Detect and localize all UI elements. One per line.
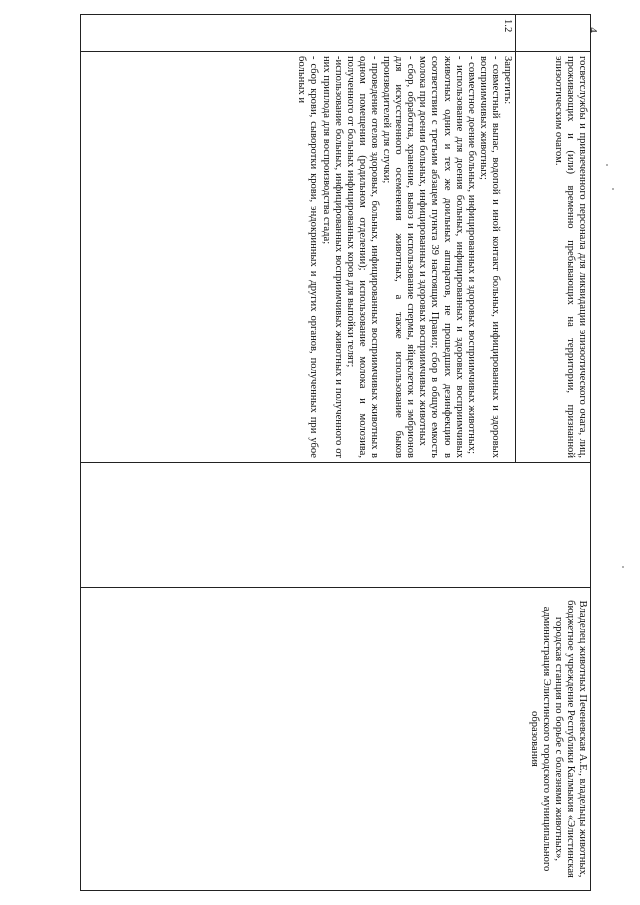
responsible-text: Владелец животных Печеневская А.Е., владельцы животных, бюджетное учреждение Республики Калмыкия «Элистинская городская станция по борьбе с болезнями животных», администрация Элистинского городского муниципального образования [528, 600, 588, 878]
ban-item: - сбор, обработка, хранение, вывоз и использование спермы, яйцеклеток и эмбрионов для искусственного осеменения животных, а также использование быков производителей для случки; [381, 56, 417, 458]
cell-term-empty [81, 463, 591, 588]
document-frame [80, 14, 591, 891]
rotated-page [80, 14, 591, 891]
ban-item: - сбор крови, сыворотки крови, эндокринных и других органов, полученных при убое больных и [296, 56, 320, 458]
cell-responsible [81, 588, 591, 891]
scan-speck [606, 164, 608, 166]
scan-speck [612, 188, 614, 190]
table-row-continued [516, 15, 591, 891]
row-number: 1.2 [502, 19, 513, 33]
ban-item: - совместный выпас, водопой и иной контакт больных, инфицированных и здоровых восприимчивых животных; [477, 56, 501, 458]
cell-continued-text [516, 52, 591, 463]
ban-item: -использование больных, инфицированных восприимчивых животных и полученного от них приплода для воспроизводства стада; [320, 56, 344, 458]
scan-speck [622, 566, 624, 568]
cell-number-empty [516, 15, 591, 52]
measures-table [80, 14, 591, 891]
cell-measures [81, 52, 516, 463]
ban-item: - совместное доение больных, инфицированных и здоровых восприимчивых животных; [465, 56, 477, 455]
cell-number [81, 15, 516, 52]
page-number: 4 [586, 27, 599, 33]
ban-list [295, 56, 501, 458]
ban-item: - проведение отелов здоровых, больных, инфицированных восприимчивых животных в одном помещении (родильном отделении); использование молока и молозива, полученного от больных инфицированных коров для выпойки телят; [344, 56, 380, 458]
measures-heading: Запретить: [502, 56, 513, 105]
continued-text: госветслужбы и привлеченного персонала для ликвидации эпизоотического очага, лиц, проживающих и (или) временно пребывающих на территории, признанной эпизоотическим очагом. [552, 56, 588, 458]
ban-item: - использование для доения больных, инфицированных и здоровых восприимчивых животных одних и тех же доильных аппаратов, не прошедших дезинфекцию в соответствии с третьим абзацем пункта 39 настоящих Правил; сбор в общую емкость молока при доении больных, инфицированных и здоровых восприимчивых животных [417, 56, 465, 458]
